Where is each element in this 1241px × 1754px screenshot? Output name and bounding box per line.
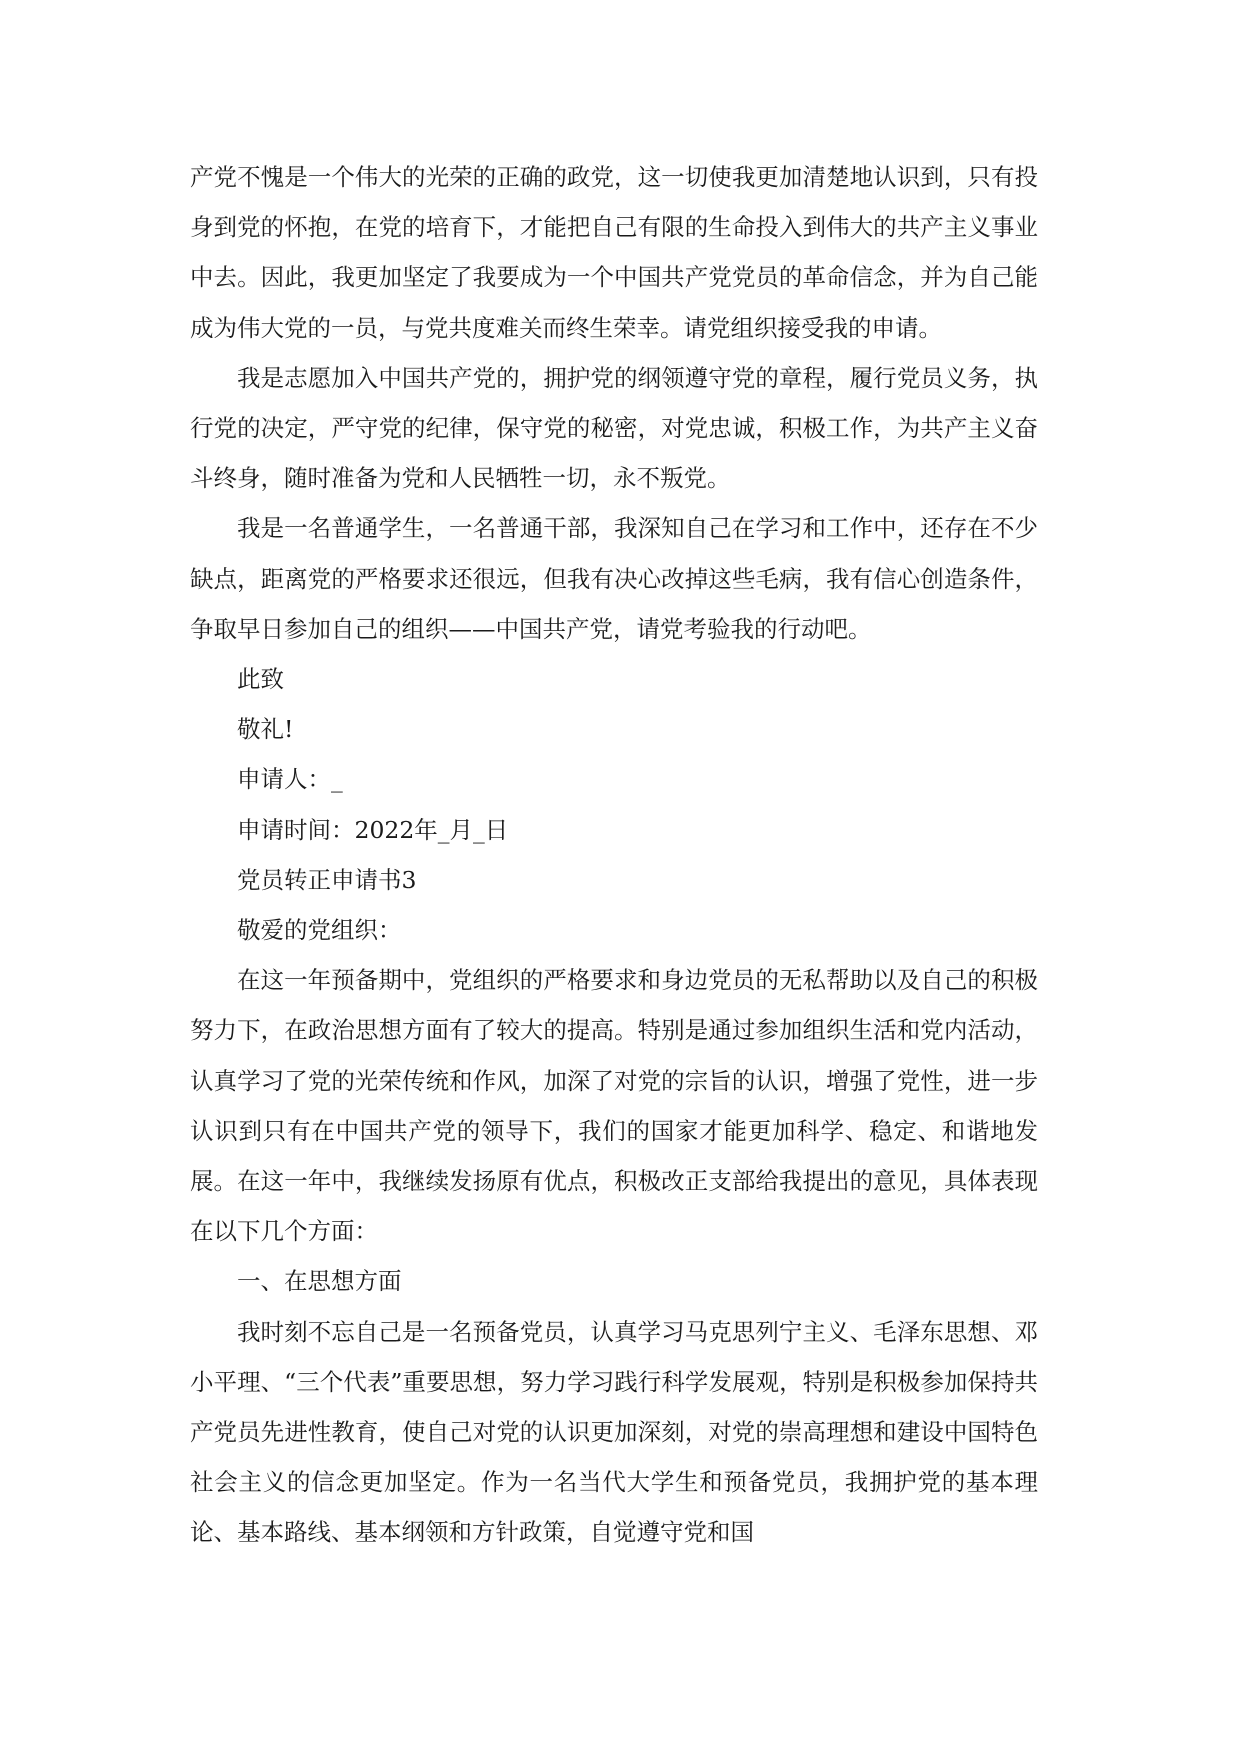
subheading-ideology: 一、在思想方面 (237, 1267, 402, 1296)
closing-salutation: 此致 (237, 665, 284, 694)
application-date-line: 申请时间：2022年_月_日 (237, 815, 509, 844)
paragraph-ideology: 我时刻不忘自己是一名预备党员，认真学习马克思列宁主义、毛泽东思想、邓小平理、“三个代表”重要思想，努力学习践行科学发展观，特别是积极参加保持共产党员先进性教育，使自己对党的认识更加深刻，对党的崇高理想和建设中国特色社会主义的信念更加坚定。作为一名当代大学生和预备党员，我拥护党的基本理论、基本路线、基本纲领和方针政策，自觉遵守党和国 (190, 1317, 1038, 1547)
letter-greeting: 敬爱的党组织： (237, 916, 402, 945)
paragraph-continuation: 产党不愧是一个伟大的光荣的正确的政党，这一切使我更加清楚地认识到，只有投身到党的怀抱，在党的培育下，才能把自己有限的生命投入到伟大的共产主义事业中去。因此，我更加坚定了我要成为一个中国共产党党员的革命信念，并为自己能成为伟大党的一员，与党共度难关而终生荣幸。请党组织接受我的申请。 (190, 163, 1038, 342)
paragraph-probation-summary: 在这一年预备期中，党组织的严格要求和身边党员的无私帮助以及自己的积极努力下，在政治思想方面有了较大的提高。特别是通过参加组织生活和党内活动，认真学习了党的光荣传统和作风，加深了对党的宗旨的认识，增强了党性，进一步认识到只有在中国共产党的领导下，我们的国家才能更加科学、稳定、和谐地发展。在这一年中，我继续发扬原有优点，积极改正支部给我提出的意见，具体表现在以下几个方面： (190, 966, 1038, 1246)
closing-regards: 敬礼! (237, 715, 294, 744)
paragraph-volunteer-pledge: 我是志愿加入中国共产党的，拥护党的纲领遵守党的章程，履行党员义务，执行党的决定，严守党的纪律，保守党的秘密，对党忠诚，积极工作，为共产主义奋斗终身，随时准备为党和人民牺牲一切，永不叛党。 (190, 363, 1038, 493)
applicant-line: 申请人：_ (237, 765, 343, 794)
document-body (190, 152, 1038, 1558)
paragraph-self-assessment: 我是一名普通学生，一名普通干部，我深知自己在学习和工作中，还存在不少缺点，距离党的严格要求还很远，但我有决心改掉这些毛病，我有信心创造条件，争取早日参加自己的组织——中国共产党，请党考验我的行动吧。 (190, 514, 1038, 643)
section-title: 党员转正申请书3 (237, 865, 417, 894)
